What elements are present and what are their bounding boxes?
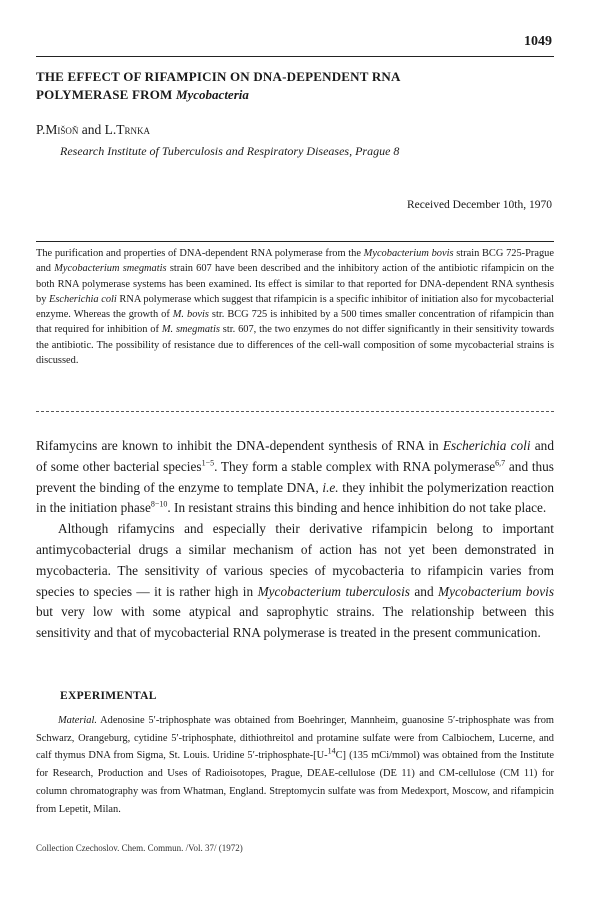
reference-superscript: 14 <box>327 746 336 756</box>
text-run: strain BCG 725-Prague and <box>36 248 554 275</box>
italic-term: Escherichia coli <box>442 438 531 453</box>
author-1-surname: Mišoň <box>45 122 79 137</box>
title-line-2-italic: Mycobacteria <box>175 87 249 102</box>
reference-superscript: 8−10 <box>150 499 168 509</box>
text-run: they inhibit the polymerization reaction in the initiation phase <box>36 479 554 516</box>
text-run: but very low with some atypical and saprophytic strains. The relationship between this sensitivity and that of mycobacterial RNA polymerase is treated in the present communication. <box>36 604 554 641</box>
italic-term: Mycobacterium bovis <box>438 583 554 599</box>
text-run: . They form a stable complex with RNA polymerase <box>214 458 496 474</box>
abstract-bottom-rule <box>36 411 554 412</box>
italic-term: i.e. <box>322 479 339 495</box>
author-conjunction: and <box>78 122 105 137</box>
text-run: and of some other bacterial species <box>36 438 554 474</box>
reference-superscript: 6,7 <box>495 458 506 468</box>
text-run: strain 607 have been described and the inhibitory action of the antibiotic rifampicin on the both RNA polymerase systems has been examined. Its effect is similar to that reported for DNA-dependent RNA synthesis by <box>36 263 554 305</box>
received-date: Received December 10th, 1970 <box>407 199 552 211</box>
abstract <box>36 246 554 368</box>
affiliation: Research Institute of Tuberculosis and Respiratory Diseases, Prague 8 <box>60 144 400 158</box>
text-run: The purification and properties of DNA-dependent RNA polymerase from the <box>36 248 364 259</box>
text-run: str. BCG 725 is inhibited by a 500 times smaller concentration of rifampicin than that required for inhibition of <box>36 309 554 336</box>
text-run: RNA polymerase which suggest that rifampicin is a specific inhibitor of initiation also for mycobacterial enzyme. Whereas the growth of <box>36 293 554 321</box>
title-line-1: THE EFFECT OF RIFAMPICIN ON DNA-DEPENDENT RNA <box>36 69 401 84</box>
intro-paragraph-2 <box>36 519 554 644</box>
section-heading-experimental: EXPERIMENTAL <box>60 690 157 702</box>
page-number: 1049 <box>524 34 552 49</box>
text-run: and thus prevent the binding of the enzyme to template DNA, <box>36 458 554 495</box>
article-title <box>36 68 556 104</box>
italic-term: M. bovis <box>172 309 209 321</box>
text-run: str. 607, the two enzymes do not differ significantly in their sensitivity towards the antibiotic. The possibility of resistance due to differences of the cell-wall composition of some mycobacterial strains is discussed. <box>36 324 554 367</box>
italic-term: Mycobacterium smegmatis <box>54 263 167 275</box>
title-line-2-prefix: POLYMERASE FROM <box>36 87 176 102</box>
intro-paragraph-1 <box>36 436 554 519</box>
text-run: and <box>409 583 439 599</box>
material-paragraph <box>36 712 554 818</box>
text-run: C] (135 mCi/mmol) was obtained from the Institute for Research, Production and Uses of Radioisotopes, Prague, DEAE-cellulose (DE 11) and CM-cellulose (CM 11) for column chromatography was from Whatman, England. Streptomycin sulfate was from Medexport, Moscow, and rifampicin from Lepetit, Milan. <box>36 750 555 815</box>
author-list <box>36 122 150 138</box>
text-run: Although rifamycins and especially their derivative rifampicin belong to important antimycobacterial drugs a similar mechanism of action has not yet been demonstrated in mycobacteria. The sensitivity of various species of mycobacteria to rifampicin varies from species to species — it is rather high in <box>36 521 554 599</box>
text-run: Rifamycins are known to inhibit the DNA-dependent synthesis of RNA in <box>36 438 443 453</box>
text-run: Adenosine 5′-triphosphate was obtained from Boehringer, Mannheim, guanosine 5′-triphosphate was from Schwarz, Orangeburg, cytidine 5′-triphosphate, dithiothreitol and protamine sulfate were from Calbiochem, Lucerne, and calf thymus DNA from Sigma, St. Louis. Uridine 5′-triphosphate-[U- <box>36 715 554 762</box>
italic-term: M. smegmatis <box>161 324 220 336</box>
italic-term: Mycobacterium tuberculosis <box>257 583 410 599</box>
author-2-initial: L. <box>104 122 117 137</box>
introduction <box>36 436 554 644</box>
reference-superscript: 1−5 <box>201 458 215 468</box>
italic-term: Material. <box>58 715 97 726</box>
italic-term: Escherichia coli <box>49 293 117 305</box>
author-2-surname: Trnka <box>116 122 151 137</box>
author-1-initial: P. <box>36 122 46 137</box>
text-run: . In resistant strains this binding and hence inhibition do not take place. <box>167 500 547 516</box>
italic-term: Mycobacterium bovis <box>363 248 454 259</box>
journal-citation-footer: Collection Czechoslov. Chem. Commun. /Vol. 37/ (1972) <box>36 843 243 853</box>
header-rule <box>36 56 554 57</box>
abstract-top-rule <box>36 241 554 242</box>
